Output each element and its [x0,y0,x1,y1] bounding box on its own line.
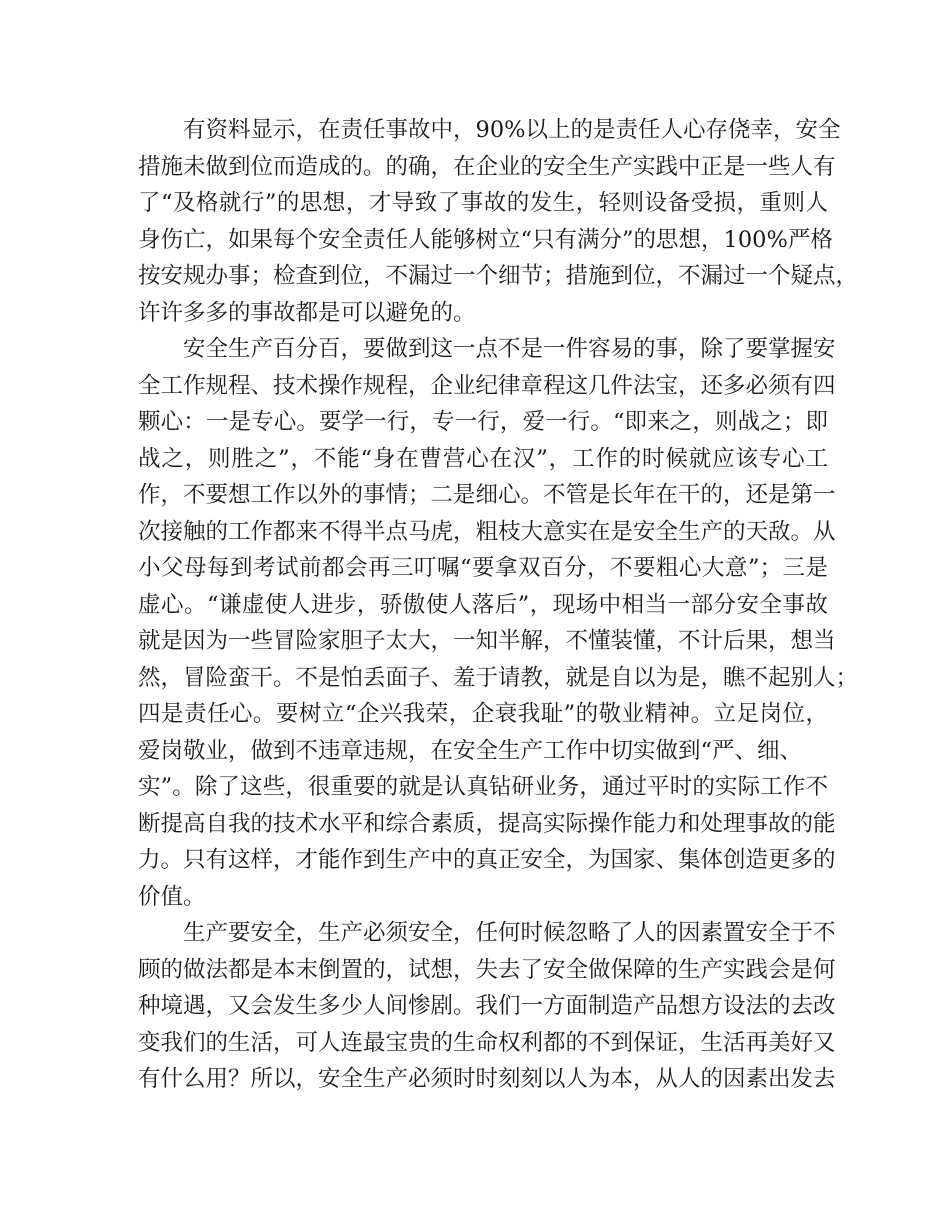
text-line: 安全生产百分百，要做到这一点不是一件容易的事，除了要掌握安 [183,336,836,362]
text-line: 顾的做法都是本末倒置的，试想，失去了安全做保障的生产实践会是何 [138,956,836,983]
document-body [138,112,859,1098]
paragraph-1 [138,112,859,331]
text-line: 就是因为一些冒险家胆子太大，一知半解，不懂装懂，不计后果，想当 [138,628,836,654]
text-line: 种境遇，又会发生多少人间惨剧。我们一方面制造产品想方设法的去改 [138,993,836,1019]
paragraph-2 [138,331,859,915]
text-line: 实”。除了这些，很重要的就是认真钻研业务，通过平时的实际工作不 [138,774,828,800]
text-line: 力。只有这样，才能作到生产中的真正安全，为国家、集体创造更多的 [138,847,836,873]
text-line: 价值。 [138,883,206,910]
text-line: 四是责任心。要树立“企兴我荣，企衰我耻”的敬业精神。立足岗位， [138,701,828,727]
text-line: 爱岗敬业，做到不违章违规，在安全生产工作中切实做到“严、细、 [138,737,803,764]
text-line: 全工作规程、技术操作规程，企业纪律章程这几件法宝，还多必须有四 [138,372,836,399]
text-line: 断提高自我的技术水平和综合素质，提高实际操作能力和处理事故的能 [138,810,836,837]
text-line: 变我们的生活，可人连最宝贵的生命权利都的不到保证，生活再美好又 [138,1029,836,1056]
text-line: 然，冒险蛮干。不是怕丢面子、羞于请教，就是自以为是，瞧不起别人； [138,664,859,691]
text-line: 措施未做到位而造成的。的确，在企业的安全生产实践中正是一些人有 [138,153,836,180]
text-line: 小父母每到考试前都会再三叮嘱“要拿双百分，不要粗心大意”；三是 [138,555,828,581]
text-line: 颗心：一是专心。要学一行，专一行，爱一行。“即来之，则战之；即 [138,409,828,435]
text-line: 战之，则胜之”，不能“身在曹营心在汉”，工作的时候就应该专心工 [138,445,828,472]
text-line: 虚心。“谦虚使人进步，骄傲使人落后”，现场中相当一部分安全事故 [138,591,828,618]
text-line: 有资料显示，在责任事故中，90%以上的是责任人心存侥幸，安全 [183,117,841,143]
text-line: 生产要安全，生产必须安全，任何时候忽略了人的因素置安全于不 [183,920,836,946]
text-line: 按安规办事；检查到位，不漏过一个细节；措施到位，不漏过一个疑点， [138,263,859,289]
paragraph-3 [138,915,836,1098]
text-line: 许许多多的事故都是可以避免的。 [138,299,476,326]
text-line: 有什么用？所以，安全生产必须时时刻刻以人为本，从人的因素出发去 [138,1066,836,1092]
text-line: 作，不要想工作以外的事情；二是细心。不管是长年在干的，还是第一 [138,482,836,508]
text-line: 了“及格就行”的思想，才导致了事故的发生，轻则设备受损，重则人 [138,190,828,216]
text-line: 身伤亡，如果每个安全责任人能够树立“只有满分”的思想，100%严格 [138,226,833,253]
text-line: 次接触的工作都来不得半点马虎，粗枝大意实在是安全生产的天敌。从 [138,518,836,545]
